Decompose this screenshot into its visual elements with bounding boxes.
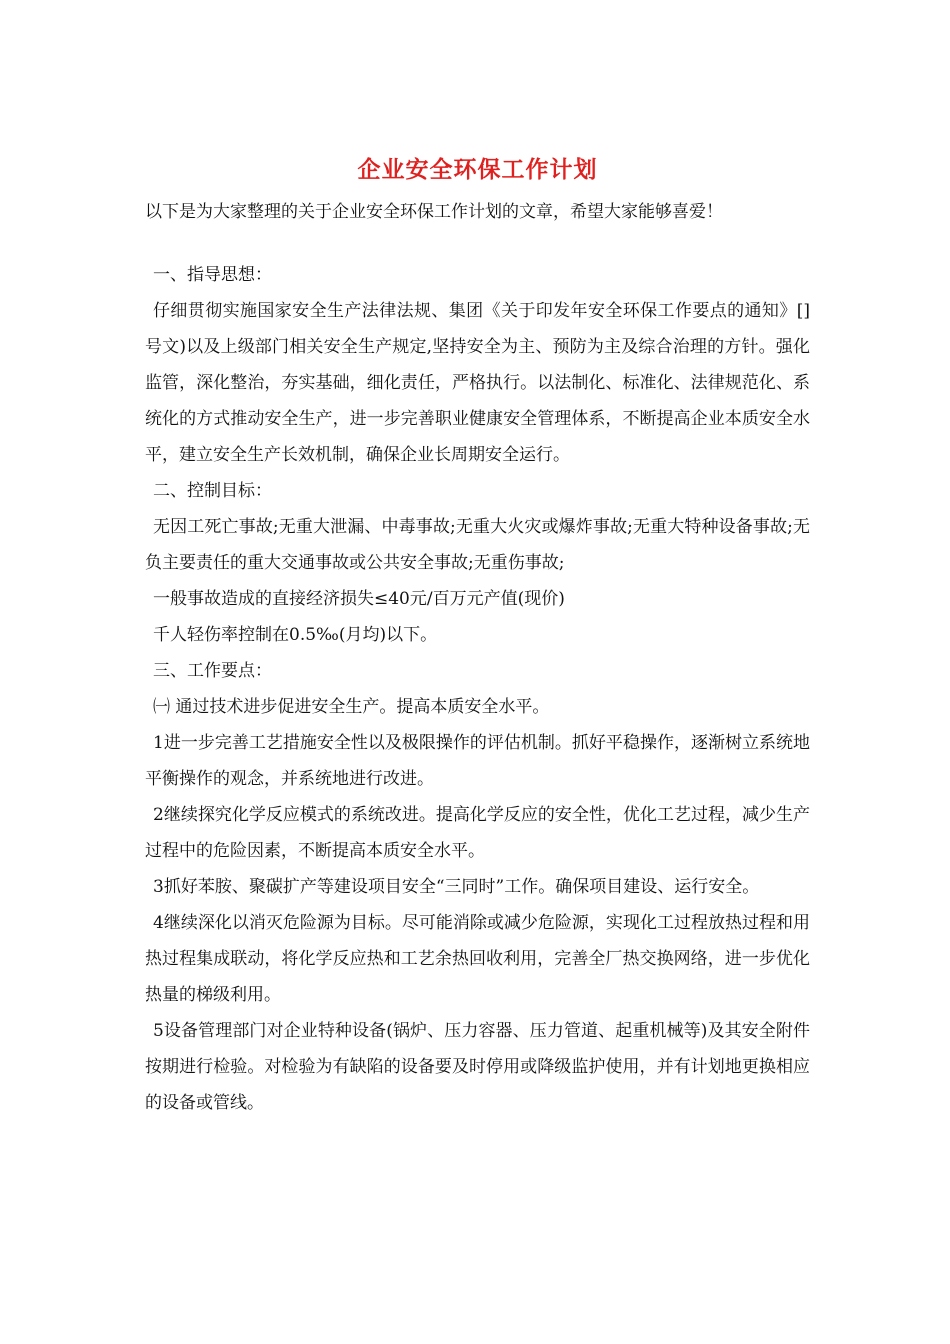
body-paragraph: ㈠ 通过技术进步促进安全生产。提高本质安全水平。 — [153, 697, 550, 717]
intro-paragraph: 以下是为大家整理的关于企业安全环保工作计划的文章，希望大家能够喜爱！ — [145, 202, 723, 222]
body-paragraph: 2继续探究化学反应模式的系统改进。提高化学反应的安全性，优化工艺过程，减少生产过程中的危险因素，不断提高本质安全水平。 — [145, 805, 810, 861]
body-paragraph: 一般事故造成的直接经济损失≤40元/百万元产值(现价) — [153, 589, 565, 609]
section-heading-guiding-ideology: 一、指导思想： — [153, 265, 272, 285]
body-paragraph: 4继续深化以消灭危险源为目标。尽可能消除或减少危险源，实现化工过程放热过程和用热过程集成联动，将化学反应热和工艺余热回收利用，完善全厂热交换网络，进一步优化热量的梯级利用。 — [145, 913, 810, 1005]
body-paragraph: 千人轻伤率控制在0.5‰(月均)以下。 — [153, 625, 438, 645]
body-paragraph: 3抓好苯胺、聚碳扩产等建设项目安全“三同时”工作。确保项目建设、运行安全。 — [153, 877, 760, 897]
body-paragraph: 5设备管理部门对企业特种设备(锅炉、压力容器、压力管道、起重机械等)及其安全附件按期进行检验。对检验为有缺陷的设备要及时停用或降级监护使用，并有计划地更换相应的设备或管线。 — [145, 1021, 810, 1113]
body-paragraph: 无因工死亡事故;无重大泄漏、中毒事故;无重大火灾或爆炸事故;无重大特种设备事故;无负主要责任的重大交通事故或公共安全事故;无重伤事故; — [145, 517, 810, 573]
body-paragraph: 仔细贯彻实施国家安全生产法律法规、集团《关于印发年安全环保工作要点的通知》[]号文)以及上级部门相关安全生产规定,坚持安全为主、预防为主及综合治理的方针。强化监管，深化整治，夯实基础，细化责任，严格执行。以法制化、标准化、法律规范化、系统化的方式推动安全生产，进一步完善职业健康安全管理体系，不断提高企业本质安全水平，建立安全生产长效机制，确保企业长周期安全运行。 — [145, 301, 810, 465]
document-page — [145, 150, 810, 1121]
page-title: 企业安全环保工作计划 — [357, 156, 598, 183]
section-heading-control-targets: 二、控制目标： — [153, 481, 272, 501]
section-heading-work-points: 三、工作要点： — [153, 661, 272, 681]
body-paragraph: 1进一步完善工艺措施安全性以及极限操作的评估机制。抓好平稳操作，逐渐树立系统地平衡操作的观念，并系统地进行改进。 — [145, 733, 810, 789]
